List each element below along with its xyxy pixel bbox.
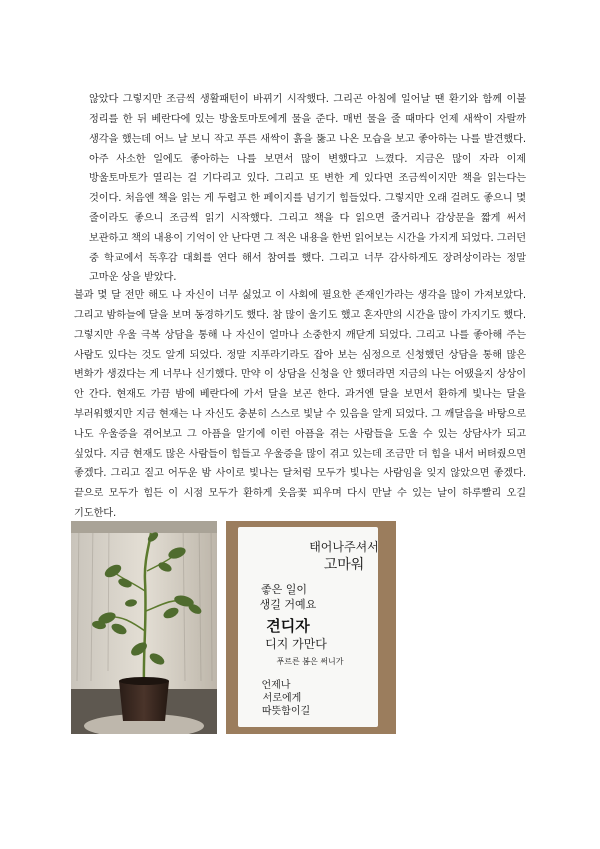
body-paragraph-1: 않았다 그렇지만 조금씩 생활패턴이 바뀌기 시작했다. 그리곤 아침에 일어날 땐 환기와 함께 이불 정리를 한 뒤 베란다에 있는 방울토마토에게 물을 준다. 매번 물을 줄 때마다 언제 새싹이 자랄까 생각을 했는데 어느 날 보니 작고 푸른 새싹이 흙을 뚫고 나온 모습을 보고 좋아하는 나를 발견했다. 아주 사소한 일에도 좋아하는 나를 보면서 많이 변했다고 느꼈다. 지금은 많이 자라 이제 방울토마토가 열리는 걸 기다리고 있다. 그리고 또 변한 게 있다면 조금씩이지만 책을 읽는다는 것이다. 처음엔 책을 읽는 게 두렵고 한 페이지를 넘기기 힘들었다. 그렇지만 오래 걸려도 좋으니 몇 줄이라도 좋으니 조금씩 읽기 시작했다. 그리고 책을 다 읽으면 줄거리나 감상문을 짧게 써서 보관하고 책의 내용이 기억이 안 난다면 그 적은 내용을 한번 읽어보는 시간을 가지게 되었다. 그러던 중 학교에서 독후감 대회를 연다 해서 참여를 했다. 그리고 너무 감사하게도 장려상이라는 정말 고마운 상을 받았다. bbox=[89, 94, 526, 284]
card-line-1: 태어나주셔서 bbox=[309, 540, 379, 554]
card-line-2: 고마워 bbox=[323, 557, 365, 573]
card-line-4: 생길 거예요 bbox=[259, 598, 317, 611]
card-line-5: 견디자 bbox=[266, 617, 310, 635]
photo-row bbox=[71, 521, 453, 734]
card-line-10: 따뜻함이길 bbox=[261, 706, 311, 717]
card-line-7: 푸르른 봄은 써니가 bbox=[276, 657, 344, 666]
card-line-9: 서로에게 bbox=[262, 693, 302, 704]
tomato-plant-photo bbox=[71, 521, 217, 734]
card-line-3: 좋은 일이 bbox=[260, 583, 308, 596]
card-line-6: 디지 가만다 bbox=[265, 637, 327, 651]
body-paragraph-2: 불과 몇 달 전만 해도 나 자신이 너무 싫었고 이 사회에 필요한 존재인가라는 생각을 많이 가져보았다. 그리고 밤하늘에 달을 보며 동경하기도 했다. 참 많이 울기도 했고 혼자만의 시간을 많이 가지기도 했다. 그렇지만 우울 극복 상담을 통해 나 자신이 얼마나 소중한지 깨닫게 되었다. 그리고 나를 좋아해 주는 사람도 있다는 것도 알게 되었다. 정말 지푸라기라도 잡아 보는 심정으로 신청했던 상담을 통해 많은 변화가 생겼다는 게 너무나 신기했다. 만약 이 상담을 신청을 안 했더라면 지금의 나는 어땠을지 상상이 안 간다. 현재도 가끔 밤에 베란다에 가서 달을 보곤 한다. 과거엔 달을 보면서 환하게 빛나는 달을 부러워했지만 지금 현재는 나 자신도 충분히 스스로 빛날 수 있음을 알게 되었다. 그 깨달음을 바탕으로 나도 우울증을 겪어보고 그 아픔을 알기에 이런 아픔을 겪는 사람들을 도울 수 있는 상담사가 되고 싶었다. 지금 현재도 많은 사람들이 힘들고 우울증을 많이 겪고 있는데 조금만 더 힘을 내서 버텨줬으면 좋겠다. 그리고 짙고 어두운 밤 사이로 빛나는 달처럼 모두가 빛나는 사람임을 잊지 않았으면 좋겠다. 끝으로 모두가 힘든 이 시점 모두가 환하게 웃음꽃 피우며 다시 만날 수 있는 날이 하루빨리 오길 기도한다. bbox=[74, 290, 526, 519]
handwritten-card-photo bbox=[226, 521, 396, 734]
card-line-8: 언제나 bbox=[261, 680, 291, 691]
